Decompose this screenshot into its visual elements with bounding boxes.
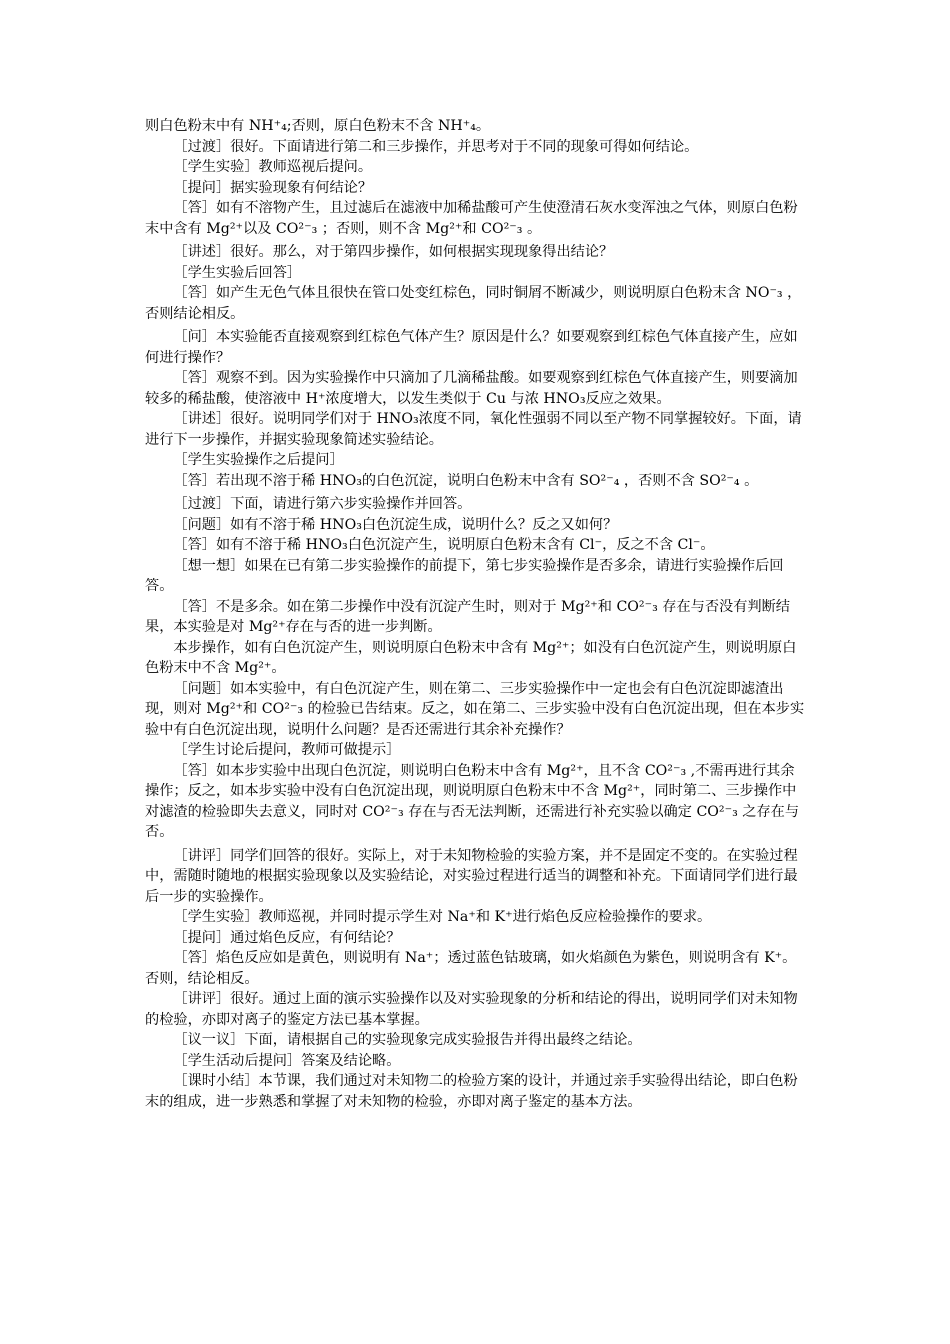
paragraph: ［过渡］很好。下面请进行第二和三步操作，并思考对于不同的现象可得如何结论。 <box>173 138 699 155</box>
paragraph: ［问］本实验能否直接观察到红棕色气体产生？原因是什么？如要观察到红棕色气体直接产生，应如何进行操作？ <box>145 329 798 366</box>
document-page <box>145 116 807 1112</box>
paragraph: ［学生实验］教师巡视后提问。 <box>173 159 373 175</box>
paragraph: ［讲述］很好。那么，对于第四步操作，如何根据实现现象得出结论？ <box>173 244 614 260</box>
paragraph: ［提问］通过焰色反应，有何结论？ <box>173 929 401 946</box>
paragraph: ［答］如产生无色气体且很快在管口处变红棕色，同时铜屑不断减少，则说明原白色粉末含 NO⁻₃ ，否则结论相反。 <box>145 285 802 322</box>
paragraph: ［学生实验操作之后提问］ <box>173 452 344 468</box>
paragraph: ［答］焰色反应如是黄色，则说明有 Na⁺；透过蓝色钴玻璃，如火焰颜色为紫色，则说明含有 K⁺。否则，结论相反。 <box>145 950 797 987</box>
paragraph: ［学生讨论后提问，教师可做提示］ <box>173 742 401 758</box>
paragraph: ［答］不是多余。如在第二步操作中没有沉淀产生时，则对于 Mg²⁺和 CO²⁻₃ 存在与否没有判断结果，本实验是对 Mg²⁺存在与否的进一步判断。 <box>145 598 790 635</box>
paragraph: 本步操作，如有白色沉淀产生，则说明原白色粉末中含有 Mg²⁺；如没有白色沉淀产生，则说明原白色粉末中不含 Mg²⁺。 <box>145 639 797 676</box>
paragraph: ［想一想］如果在已有第二步实验操作的前提下，第七步实验操作是否多余，请进行实验操作后回答。 <box>145 557 784 594</box>
paragraph: ［学生实验后回答］ <box>173 264 302 281</box>
paragraph: ［议一议］下面，请根据自己的实验现象完成实验报告并得出最终之结论。 <box>173 1032 642 1048</box>
paragraph: ［答］若出现不溶于稀 HNO₃的白色沉淀，说明白色粉末中含有 SO²⁻₄ ，否则不含 SO²⁻₄ 。 <box>173 472 759 489</box>
paragraph: ［讲述］很好。说明同学们对于 HNO₃浓度不同，氧化性强弱不同以至产物不同掌握较好。下面，请进行下一步操作，并据实验现象简述实验结论。 <box>145 411 802 448</box>
paragraph: ［答］如有不溶于稀 HNO₃白色沉淀产生，说明原白色粉末含有 Cl⁻，反之不含 Cl⁻。 <box>173 537 715 553</box>
paragraph: ［讲评］很好。通过上面的演示实验操作以及对实验现象的分析和结论的得出，说明同学们对未知物的检验，亦即对离子的鉴定方法已基本掌握。 <box>145 991 798 1028</box>
paragraph: 则白色粉末中有 NH⁺₄;否则，原白色粉末不含 NH⁺₄。 <box>145 118 491 134</box>
paragraph: ［问题］如有不溶于稀 HNO₃白色沉淀生成，说明什么？反之又如何？ <box>173 516 618 533</box>
paragraph: ［过渡］下面，请进行第六步实验操作并回答。 <box>173 496 472 512</box>
paragraph: ［答］如本步实验中出现白色沉淀，则说明白色粉末中含有 Mg²⁺，且不含 CO²⁻₃ ,不需再进行其余操作；反之，如本步实验中没有白色沉淀出现，则说明原白色粉末中不含 Mg²⁺，同时第二、三步操作中对滤渣的检验即失去意义，同时对 CO²⁻₃ 存在与否无法判断，还需进行补充实验以确定 CO²⁻₃ 之存在与否。 <box>145 762 800 840</box>
paragraph: ［讲评］同学们回答的很好。实际上，对于未知物检验的实验方案，并不是固定不变的。在实验过程中，需随时随地的根据实验现象以及实验结论，对实验过程进行适当的调整和补充。下面请同学们进行最后一步的实验操作。 <box>145 847 798 905</box>
paragraph: ［问题］如本实验中，有白色沉淀产生，则在第二、三步实验操作中一定也会有白色沉淀即滤渣出现，则对 Mg²⁺和 CO²⁻₃ 的检验已告结束。反之，如在第二、三步实验中没有白色沉淀出现，但在本步实验中有白色沉淀出现，说明什么问题？是否还需进行其余补充操作？ <box>145 680 805 738</box>
paragraph: ［学生活动后提问］答案及结论略。 <box>173 1052 401 1069</box>
paragraph: ［提问］据实验现象有何结论？ <box>173 179 373 196</box>
paragraph: ［课时小结］本节课，我们通过对未知物二的检验方案的设计，并通过亲手实验得出结论，即白色粉末的组成，进一步熟悉和掌握了对未知物的检验，亦即对离子鉴定的基本方法。 <box>145 1073 798 1110</box>
paragraph: ［答］如有不溶物产生，且过滤后在滤液中加稀盐酸可产生使澄清石灰水变浑浊之气体，则原白色粉末中含有 Mg²⁺以及 CO²⁻₃ ；否则，则不含 Mg²⁺和 CO²⁻₃ 。 <box>145 200 798 237</box>
paragraph: ［学生实验］教师巡视，并同时提示学生对 Na⁺和 K⁺进行焰色反应检验操作的要求。 <box>173 909 712 925</box>
paragraph: ［答］观察不到。因为实验操作中只滴加了几滴稀盐酸。如要观察到红棕色气体直接产生，则要滴加较多的稀盐酸，使溶液中 H⁺浓度增大，以发生类似于 Cu 与浓 HNO₃反应之效果。 <box>145 370 798 407</box>
